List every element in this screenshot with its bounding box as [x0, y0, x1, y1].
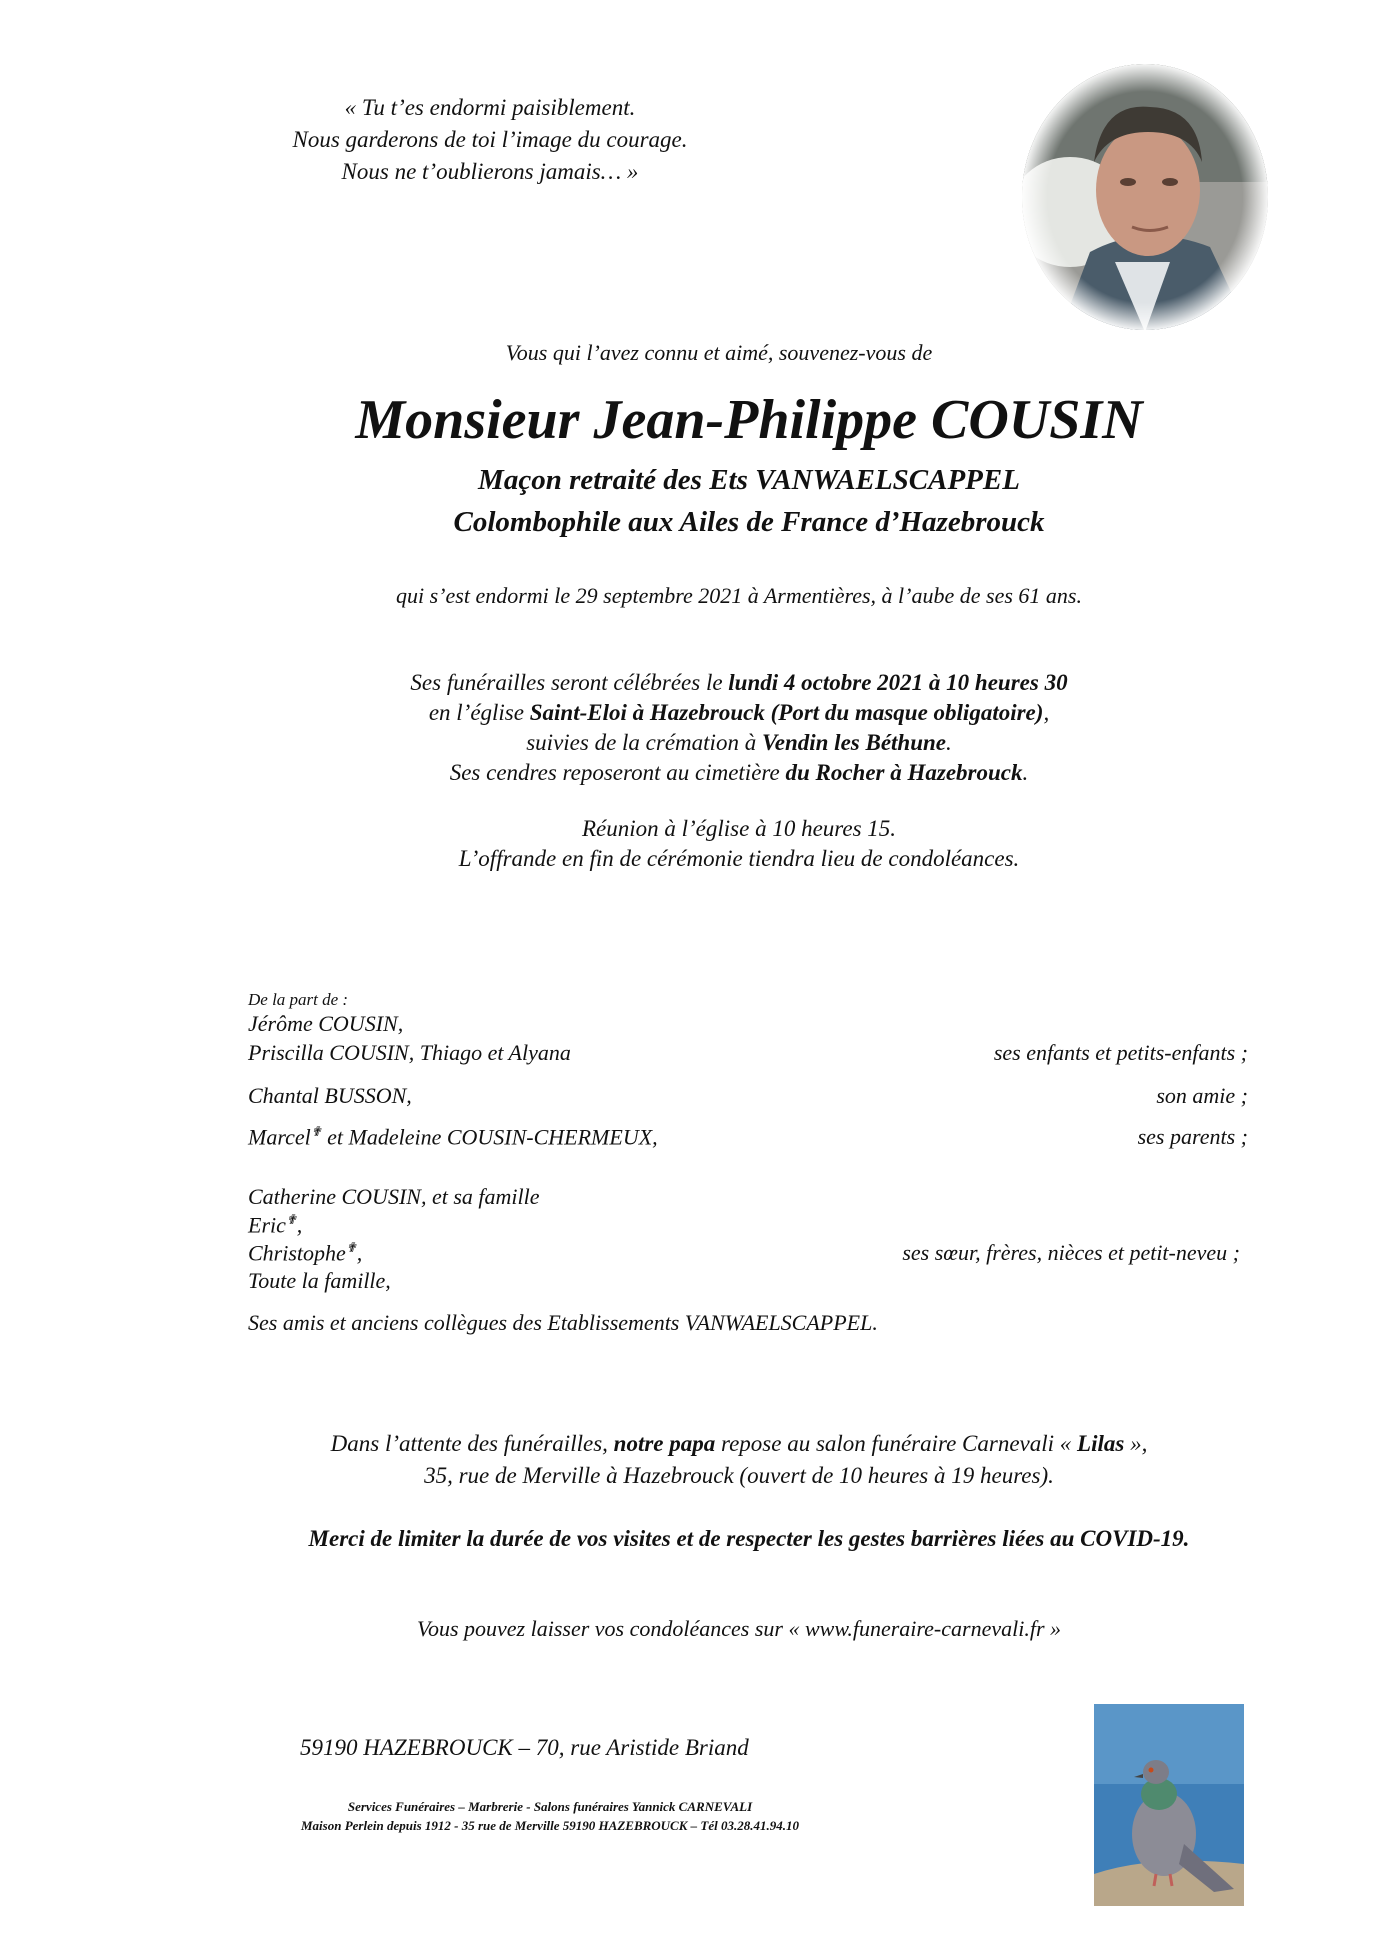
visit-info	[0, 1428, 1378, 1492]
offering-line: L’offrande en fin de cérémonie tiendra lieu de condoléances.	[458, 846, 1020, 871]
visit-line-2: 35, rue de Merville à Hazebrouck (ouvert de 10 heures à 19 heures).	[424, 1463, 1054, 1488]
covid-notice: Merci de limiter la durée de vos visites et de respecter les gestes barrières liées au COVID-19.	[308, 1526, 1190, 1551]
family-marcel: Marcel	[248, 1124, 311, 1150]
eric-name: Eric	[248, 1212, 286, 1238]
epitaph-quote	[160, 92, 820, 188]
funeral-date-line	[100, 668, 1378, 698]
reunion-line: Réunion à l’église à 10 heures 15.	[581, 816, 897, 841]
funeral-home-footer	[0, 1797, 980, 1835]
cross-icon: ✟	[310, 1124, 322, 1139]
funeral-text: suivies de la crémation à	[526, 730, 762, 755]
punctuation: ,	[296, 1212, 303, 1238]
family-address: 59190 HAZEBROUCK – 70, rue Aristide Briand	[300, 1735, 749, 1760]
punctuation: .	[946, 730, 952, 755]
footer-line-1: Services Funéraires – Marbrerie - Salons funéraires Yannick CARNEVALI	[347, 1799, 753, 1814]
pigeon-photo	[1094, 1704, 1244, 1906]
family-all: Toute la famille,	[248, 1268, 391, 1293]
visit-papa: notre papa	[613, 1431, 716, 1456]
family-priscilla: Priscilla COUSIN, Thiago et Alyana	[248, 1040, 571, 1065]
cremation-place: Vendin les Béthune	[761, 730, 946, 755]
visit-text: Dans l’attente des funérailles,	[330, 1431, 614, 1456]
family-eric	[248, 1212, 302, 1238]
reunion-details	[0, 814, 1378, 874]
christophe-name: Christophe	[248, 1240, 346, 1266]
quote-line-1: « Tu t’es endormi paisiblement.	[344, 95, 636, 120]
funeral-text: Ses cendres reposeront au cimetière	[449, 760, 786, 785]
family-jerome: Jérôme COUSIN,	[248, 1011, 404, 1036]
hobby-line: Colombophile aux Ailes de France d’Hazebrouck	[453, 506, 1045, 538]
family-chantal: Chantal BUSSON,	[248, 1083, 412, 1108]
relation-children: ses enfants et petits-enfants ;	[993, 1040, 1248, 1065]
quote-line-3: Nous ne t’oublierons jamais… »	[341, 159, 639, 184]
salon-name: Lilas	[1077, 1431, 1125, 1456]
quote-line-2: Nous garderons de toi l’image du courage.	[292, 127, 688, 152]
funeral-details	[0, 668, 1378, 788]
family-parents	[248, 1124, 658, 1150]
friends-colleagues: Ses amis et anciens collègues des Etablissements VANWAELSCAPPEL.	[248, 1310, 878, 1335]
funeral-date: lundi 4 octobre 2021 à 10 heures 30	[728, 670, 1068, 695]
deceased-name: Monsieur Jean-Philippe COUSIN	[355, 389, 1143, 451]
relation-parents: ses parents ;	[1137, 1124, 1248, 1149]
footer-line-2: Maison Perlein depuis 1912 - 35 rue de Merville 59190 HAZEBROUCK – Tél 03.28.41.94.10	[301, 1818, 799, 1833]
visit-text: »,	[1124, 1431, 1148, 1456]
funeral-text: en l’église	[428, 700, 530, 725]
funeral-church-line	[100, 698, 1378, 728]
punctuation: .	[1022, 760, 1029, 785]
portrait-photo	[1020, 62, 1270, 332]
relation-friend: son amie ;	[1156, 1083, 1248, 1108]
condolences-line: Vous pouvez laisser vos condoléances sur « www.funeraire-carnevali.fr »	[416, 1616, 1062, 1641]
visit-text: repose au salon funéraire Carnevali «	[715, 1431, 1078, 1456]
family-christophe	[248, 1240, 362, 1266]
cemetery-line	[100, 758, 1378, 788]
profession-line: Maçon retraité des Ets VANWAELSCAPPEL	[478, 464, 1020, 496]
cross-icon: ✟	[345, 1240, 357, 1255]
cemetery-name: du Rocher à Hazebrouck	[785, 760, 1023, 785]
family-catherine: Catherine COUSIN, et sa famille	[248, 1184, 540, 1209]
punctuation: ,	[1043, 700, 1050, 725]
funeral-church: Saint-Eloi à Hazebrouck (Port du masque obligatoire)	[529, 700, 1044, 725]
intro-line: Vous qui l’avez connu et aimé, souvenez-vous de	[505, 340, 933, 365]
death-announcement: qui s’est endormi le 29 septembre 2021 à Armentières, à l’aube de ses 61 ans.	[396, 583, 1082, 608]
relation-siblings: ses sœur, frères, nièces et petit-neveu ;	[902, 1240, 1240, 1265]
cross-icon: ✟	[285, 1212, 297, 1227]
visit-line-1	[100, 1428, 1378, 1460]
from-label: De la part de :	[248, 990, 349, 1009]
cremation-line	[100, 728, 1378, 758]
family-madeleine: et Madeleine COUSIN-CHERMEUX,	[321, 1124, 658, 1150]
funeral-text: Ses funérailles seront célébrées le	[410, 670, 729, 695]
punctuation: ,	[356, 1240, 363, 1266]
